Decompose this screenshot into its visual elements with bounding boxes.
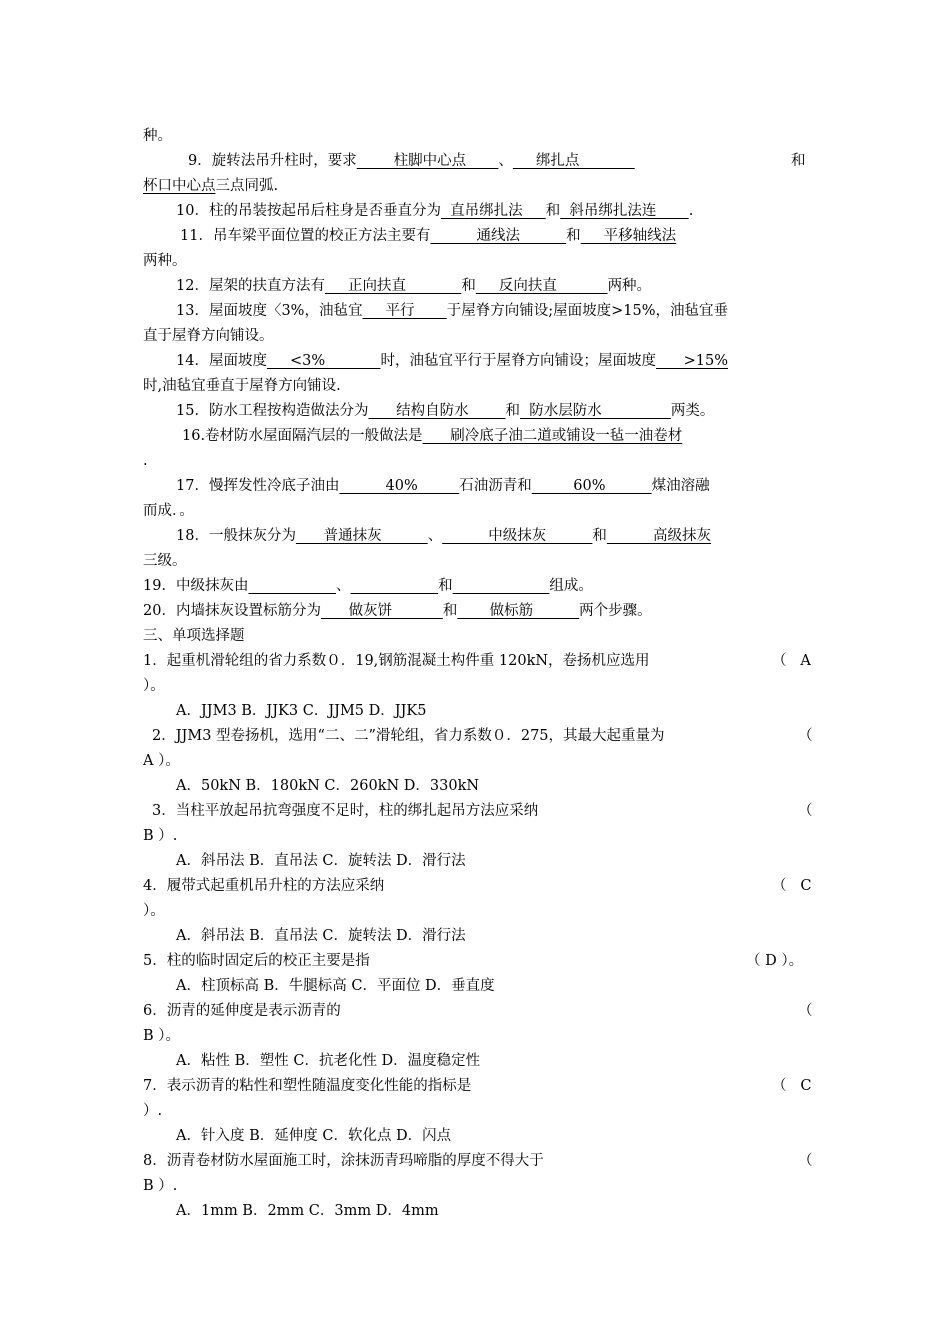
answer-blank: 做灰饼 (320, 603, 443, 619)
question-13-cont: 直于屋脊方向铺设。 (143, 328, 274, 344)
answer-paren-cont: A ）。 (143, 753, 180, 769)
question-18-cont: 三级。 (143, 553, 187, 569)
question-15 (176, 402, 714, 420)
choice-options: A．粘性 B．塑性 C．抗老化性 D．温度稳定性 (176, 1053, 481, 1069)
question-10 (176, 202, 693, 220)
answer-blank: 做标筋 (457, 603, 580, 619)
conjunction: 和 (791, 153, 806, 169)
answer-blank: 平移轴线法 (580, 228, 677, 244)
conjunction: 和 (442, 603, 458, 619)
question-text: 于屋脊方向铺设;屋面坡度>15%，油毡宜垂 (446, 303, 729, 319)
question-13 (176, 302, 728, 320)
answer-paren-cont: ）。 (143, 903, 165, 919)
question-text: 9．旋转法吊升柱时，要求 (188, 153, 357, 169)
question-text: 15．防水工程按构造做法分为 (176, 403, 369, 419)
choice-question-1: 1．起重机滑轮组的省力系数０．19,钢筋混凝土构件重 120kN，卷扬机应选用 (143, 653, 650, 669)
choice-options: A．斜吊法 B．直吊法 C．旋转法 D．滑行法 (176, 928, 466, 944)
question-text: 13．屋面坡度〈3%，油毡宜 (176, 303, 363, 319)
choice-options: A．50kN B．180kN C．260kN D．330kN (176, 778, 480, 794)
answer-paren: （ C (772, 1078, 812, 1094)
question-text: 两种。 (607, 278, 652, 294)
question-text: 两个步骤。 (579, 603, 652, 619)
separator: 、 (427, 528, 443, 544)
choice-options: A．斜吊法 B．直吊法 C．旋转法 D．滑行法 (176, 853, 466, 869)
question-text: 14．屋面坡度 (176, 353, 267, 369)
answer-blank: 杯口中心点 (143, 178, 216, 194)
answer-paren: （ A (772, 653, 811, 669)
answer-blank (248, 578, 336, 594)
question-9-cont (143, 177, 278, 195)
answer-paren: （ (798, 728, 813, 744)
answer-paren-cont: ）. (143, 1103, 163, 1119)
answer-blank: 刷冷底子油二道或铺设一毡一油卷材 (422, 428, 683, 444)
choice-question-8: 8．沥青卷材防水屋面施工时，涂抹沥青玛啼脂的厚度不得大于 (143, 1153, 544, 1169)
answer-blank (351, 578, 439, 594)
question-text: 20．内墙抹灰设置标筋分为 (143, 603, 321, 619)
question-text: 时，油毡宜平行于屋脊方向铺设；屋面坡度 (380, 353, 656, 369)
answer-blank: 反向扶直 (475, 278, 608, 294)
question-text: 18．一般抹灰分为 (176, 528, 296, 544)
answer-blank: 斜吊绑扎法连 (560, 203, 689, 219)
answer-paren: （ (798, 803, 813, 819)
answer-blank: <3% (266, 353, 381, 369)
answer-blank (453, 578, 550, 594)
answer-paren: （ D ）。 (746, 953, 804, 969)
question-text: 16.卷材防水屋面隔汽层的一般做法是 (182, 428, 423, 444)
question-12 (176, 277, 651, 295)
answer-blank: 40% (339, 478, 460, 494)
question-text: 12．屋架的扶直方法有 (176, 278, 325, 294)
conjunction: 和 (438, 578, 453, 594)
answer-paren-cont: B ）. (143, 828, 178, 844)
answer-paren-cont: B ）. (143, 1178, 178, 1194)
question-text: 石油沥青和 (459, 478, 532, 494)
conjunction: 和 (592, 528, 607, 544)
answer-paren: （ C (772, 878, 812, 894)
question-17-cont: 而成．。 (143, 503, 194, 519)
answer-paren-cont: B ）。 (143, 1028, 181, 1044)
choice-question-6: 6．沥青的延伸度是表示沥青的 (143, 1003, 341, 1019)
choice-options: A．1mm B．2mm C．3mm D．4mm (176, 1203, 439, 1219)
answer-blank: 正向扶直 (324, 278, 462, 294)
punctuation: . (688, 203, 694, 219)
answer-blank: 普通抹灰 (295, 528, 428, 544)
choice-options: A．针入度 B．延伸度 C．软化点 D．闪点 (176, 1128, 452, 1144)
question-17 (176, 477, 710, 495)
question-14-cont: 时,油毡宜垂直于屋脊方向铺设. (143, 378, 341, 394)
question-text: 组成。 (549, 578, 593, 594)
answer-blank: 60% (531, 478, 652, 494)
question-16 (182, 427, 682, 445)
question-text: 11．吊车梁平面位置的校正方法主要有 (180, 228, 431, 244)
choice-question-5: 5．柱的临时固定后的校正主要是指 (143, 953, 370, 969)
answer-blank: 中级抹灰 (442, 528, 593, 544)
question-text: 10．柱的吊装按起吊后柱身是否垂直分为 (176, 203, 441, 219)
answer-blank: 通线法 (430, 228, 567, 244)
separator: 、 (498, 153, 513, 169)
section-heading: 三、单项选择题 (143, 628, 245, 644)
question-text: 17．慢挥发性冷底子油由 (176, 478, 340, 494)
choice-question-2: 2．JJM3 型卷扬机，选用“二、二”滑轮组，省力系数０．275，其最大起重量为 (152, 728, 665, 744)
answer-blank: 结构自防水 (368, 403, 506, 419)
answer-blank: 直吊绑扎法 (440, 203, 546, 219)
answer-blank: 绑扎点 (512, 153, 635, 169)
question-text: 煤油溶融 (651, 478, 710, 494)
answer-blank: 防水层防水 (519, 403, 671, 419)
conjunction: 和 (505, 403, 520, 419)
conjunction: 和 (461, 278, 476, 294)
conjunction: 和 (545, 203, 561, 219)
choice-question-3: 3．当柱平放起吊抗弯强度不足时，柱的绑扎起吊方法应采纳 (152, 803, 539, 819)
text-line: 种。 (143, 128, 172, 144)
answer-blank: 柱脚中心点 (356, 153, 499, 169)
answer-paren: （ (798, 1153, 813, 1169)
question-text: 三点同弧. (215, 178, 279, 194)
answer-paren-cont: ）。 (143, 678, 165, 694)
question-16-cont: . (143, 453, 148, 469)
answer-blank: 高级抹灰 (606, 528, 711, 544)
separator: 、 (336, 578, 351, 594)
question-11 (180, 227, 676, 245)
conjunction: 和 (566, 228, 581, 244)
question-14 (176, 352, 728, 370)
answer-blank: >15% (655, 353, 729, 369)
question-20 (143, 602, 652, 620)
answer-blank: 平行 (362, 303, 447, 319)
question-18 (176, 527, 711, 545)
choice-question-7: 7．表示沥青的粘性和塑性随温度变化性能的指标是 (143, 1078, 472, 1094)
answer-paren: （ (798, 1003, 813, 1019)
choice-options: A．JJM3 B．JJK3 C．JJM5 D．JJK5 (176, 703, 427, 719)
question-text: 两类。 (670, 403, 715, 419)
question-9 (188, 152, 806, 170)
question-19 (143, 577, 593, 595)
question-11-cont: 两种。 (143, 253, 187, 269)
choice-question-4: 4．履带式起重机吊升柱的方法应采纳 (143, 878, 385, 894)
question-text: 19．中级抹灰由 (143, 578, 249, 594)
choice-options: A．柱顶标高 B．牛腿标高 C．平面位 D．垂直度 (176, 978, 495, 994)
